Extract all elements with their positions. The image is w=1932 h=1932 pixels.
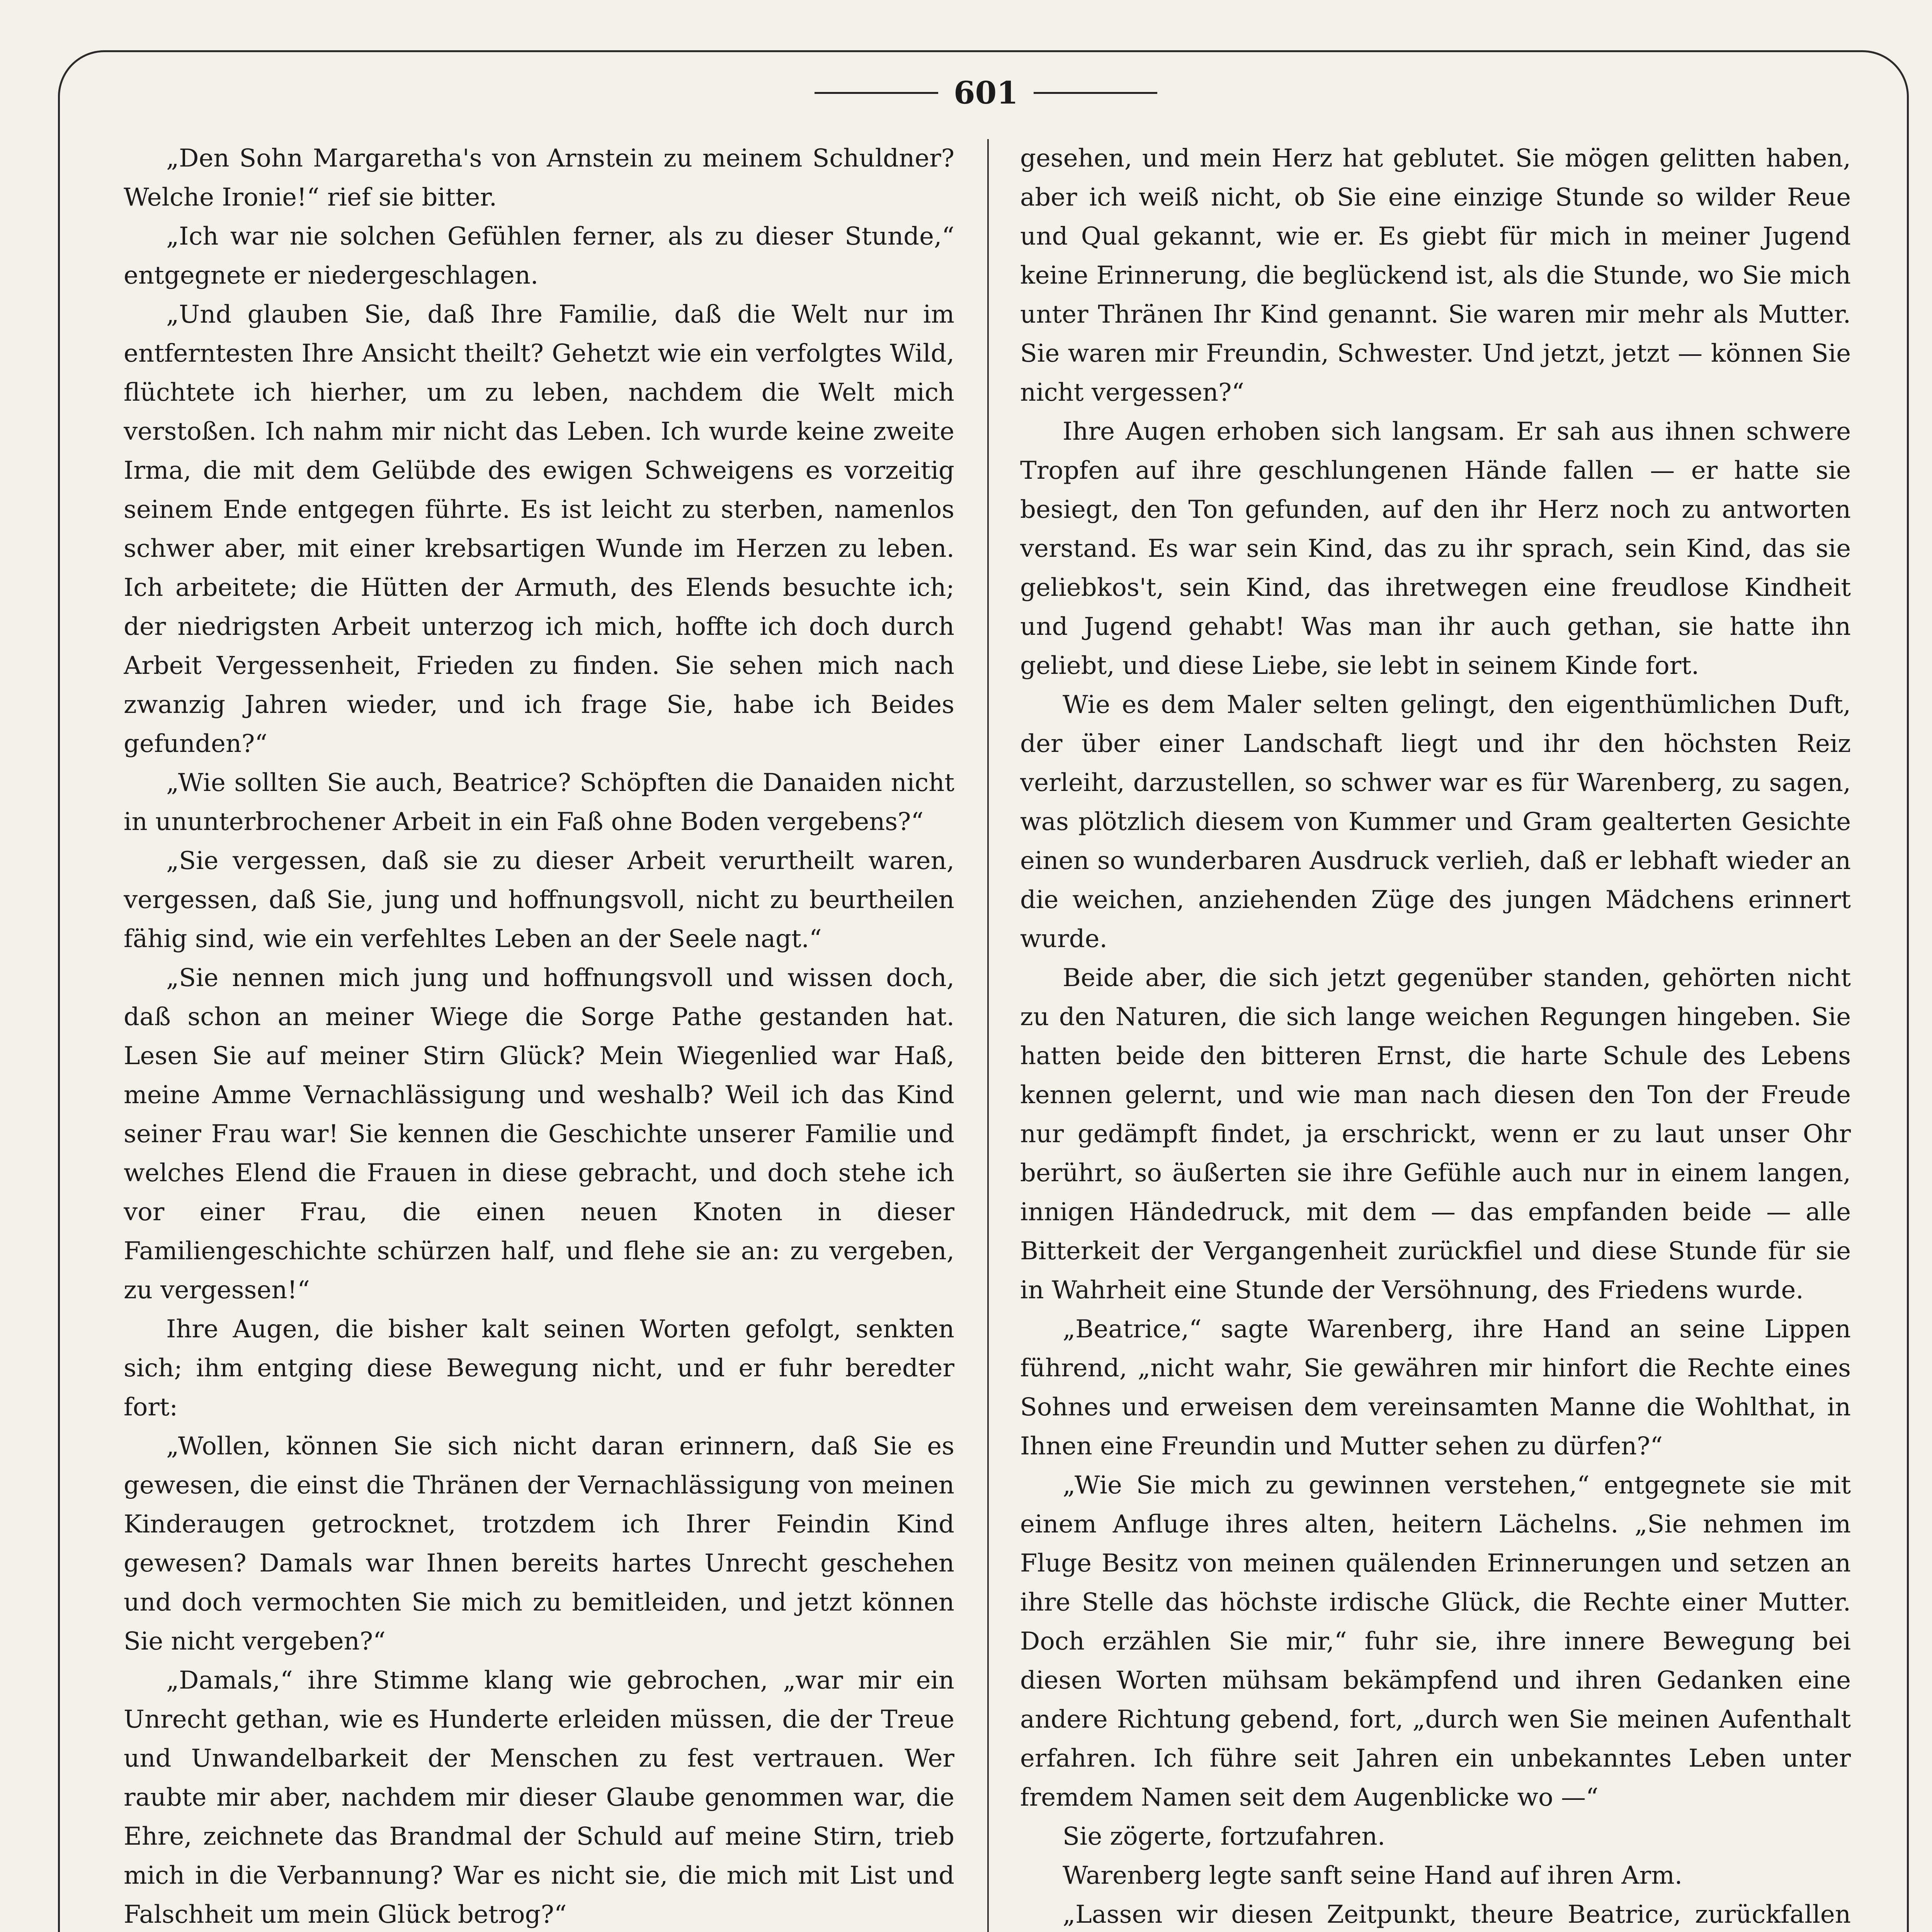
paragraph: Ihre Augen erhoben sich langsam. Er sah aus ihnen schwere Tropfen auf ihre geschlungenen Hände fallen — er hatte sie besiegt, den Ton gefunden, auf den ihr Herz noch zu antworten verstand. Es war sein Kind, das zu ihr sprach, sein Kind, das sie geliebkos't, sein Kind, das ihretwegen eine freudlose Kindheit und Jugend gehabt! Was man ihr auch gethan, sie hatte ihn geliebt, und diese Liebe, sie lebt in seinem Kinde fort. — [1020, 417, 1851, 680]
paragraph: Wie es dem Maler selten gelingt, den eigenthümlichen Duft, der über einer Landschaft liegt und ihr den höchsten Reiz verleiht, darzustellen, so schwer war es für Warenberg, zu sagen, was plötzlich diesem von Kummer und Gram gealterten Gesichte einen so wunderbaren Ausdruck verlieh, daß er lebhaft wieder an die weichen, anziehenden Züge des jungen Mädchens erinnert wurde. — [1020, 690, 1851, 953]
paragraph: „Lassen wir diesen Zeitpunkt, theure Beatrice, zurückfallen — [1063, 1900, 1851, 1929]
paragraph: „Beatrice,“ sagte Warenberg, ihre Hand an seine Lippen führend, „nicht wahr, Sie gewähren mir hinfort die Rechte eines Sohnes und erweisen dem vereinsamten Manne die Wohlthat, in Ihnen eine Freundin und Mutter sehen zu dürfen?“ — [1020, 1315, 1851, 1461]
paragraph: Warenberg legte sanft seine Hand auf ihren Arm. — [1063, 1861, 1683, 1890]
text-columns — [124, 139, 1851, 1932]
left-column — [124, 139, 954, 1932]
paragraph: „Den Sohn Margaretha's von Arnstein zu meinem Schuldner? Welche Ironie!“ rief sie bitter. — [124, 144, 954, 212]
paragraph: „Damals,“ ihre Stimme klang wie gebrochen, „war mir ein Unrecht gethan, wie es Hunderte erleiden müssen, die der Treue und Unwandelbarkeit der Menschen zu fest vertrauen. Wer raubte mir aber, nachdem mir dieser Glaube genommen war, die Ehre, zeichnete das Brandmal der Schuld auf meine Stirn, trieb mich in die Verbannung? War es nicht sie, die mich mit List und Falschheit um mein Glück betrog?“ — [124, 1666, 954, 1929]
paragraph: „Wollen, können Sie sich nicht daran erinnern, daß Sie es gewesen, die einst die Thränen der Vernachlässigung von meinen Kinderaugen getrocknet, trotzdem ich Ihrer Feindin Kind gewesen? Damals war Ihnen bereits hartes Unrecht geschehen und doch vermochten Sie mich zu bemitleiden, und jetzt können Sie nicht vergeben?“ — [124, 1432, 954, 1656]
paragraph: „Sie nennen mich jung und hoffnungsvoll und wissen doch, daß schon an meiner Wiege die Sorge Pathe gestanden hat. Lesen Sie auf meiner Stirn Glück? Mein Wiegenlied war Haß, meine Amme Vernachlässigung und weshalb? Weil ich das Kind seiner Frau war! Sie kennen die Geschichte unserer Familie und welches Elend die Frauen in diese gebracht, und doch stehe ich vor einer Frau, die einen neuen Knoten in dieser Familiengeschichte schürzen half, und flehe sie an: zu vergeben, zu vergessen!“ — [124, 964, 954, 1304]
paragraph: Ihre Augen, die bisher kalt seinen Worten gefolgt, senkten sich; ihm entging diese Bewegung nicht, und er fuhr beredter fort: — [124, 1315, 954, 1422]
paragraph: „Sie vergessen, daß sie zu dieser Arbeit verurtheilt waren, vergessen, daß Sie, jung und hoffnungsvoll, nicht zu beurtheilen fähig sind, wie ein verfehltes Leben an der Seele nagt.“ — [124, 847, 954, 953]
paragraph: Sie zögerte, fortzufahren. — [1063, 1822, 1386, 1851]
paragraph: „Wie Sie mich zu gewinnen verstehen,“ entgegnete sie mit einem Anfluge ihres alten, heitern Lächelns. „Sie nehmen im Fluge Besitz von meinen quälenden Erinnerungen und setzen an ihre Stelle das höchste irdische Glück, die Rechte einer Mutter. Doch erzählen Sie mir,“ fuhr sie, ihre innere Bewegung bei diesen Worten mühsam bekämpfend und ihren Gedanken eine andere Richtung gebend, fort, „durch wen Sie meinen Aufenthalt erfahren. Ich führe seit Jahren ein unbekanntes Leben unter fremdem Namen seit dem Augenblicke wo —“ — [1020, 1471, 1851, 1812]
paragraph: Beide aber, die sich jetzt gegenüber standen, gehörten nicht zu den Naturen, die sich lange weichen Regungen hingeben. Sie hatten beide den bitteren Ernst, die harte Schule des Lebens kennen gelernt, und wie man nach diesen den Ton der Freude nur gedämpft findet, ja erschrickt, wenn er zu laut unser Ohr berührt, so äußerten sie ihre Gefühle auch nur in einem langen, innigen Händedruck, mit dem — das empfanden beide — alle Bitterkeit der Vergangenheit zurückfiel und diese Stunde für sie in Wahrheit eine Stunde der Versöhnung, des Friedens wurde. — [1020, 964, 1851, 1304]
page-header — [0, 70, 1932, 116]
header-rule-right — [1034, 92, 1157, 94]
paragraph: „Und glauben Sie, daß Ihre Familie, daß die Welt nur im entferntesten Ihre Ansicht theilt? Gehetzt wie ein verfolgtes Wild, flüchtete ich hierher, um zu leben, nachdem die Welt mich verstoßen. Ich nahm mir nicht das Leben. Ich wurde keine zweite Irma, die mit dem Gelübde des ewigen Schweigens es vorzeitig seinem Ende entgegen führte. Es ist leicht zu sterben, namenlos schwer aber, mit einer krebsartigen Wunde im Herzen zu leben. Ich arbeitete; die Hütten der Armuth, des Elends besuchte ich; der niedrigsten Arbeit unterzog ich mich, hoffte ich doch durch Arbeit Vergessenheit, Frieden zu finden. Sie sehen mich nach zwanzig Jahren wieder, und ich frage Sie, habe ich Beides gefunden?“ — [124, 300, 954, 758]
page-number: 601 — [954, 75, 1018, 111]
paragraph: „Ich war nie solchen Gefühlen ferner, als zu dieser Stunde,“ entgegnete er niedergeschlagen. — [124, 222, 954, 290]
paragraph: gesehen, und mein Herz hat geblutet. Sie mögen gelitten haben, aber ich weiß nicht, ob Sie eine einzige Stunde so wilder Reue und Qual gekannt, wie er. Es giebt für mich in meiner Jugend keine Erinnerung, die beglückend ist, als die Stunde, wo Sie mich unter Thränen Ihr Kind genannt. Sie waren mir mehr als Mutter. Sie waren mir Freundin, Schwester. Und jetzt, jetzt — können Sie nicht vergessen?“ — [1020, 144, 1851, 407]
right-column — [1020, 139, 1851, 1932]
paragraph: „Wie sollten Sie auch, Beatrice? Schöpften die Danaiden nicht in ununterbrochener Arbeit in ein Faß ohne Boden vergebens?“ — [124, 769, 954, 836]
header-rule-left — [815, 92, 938, 94]
